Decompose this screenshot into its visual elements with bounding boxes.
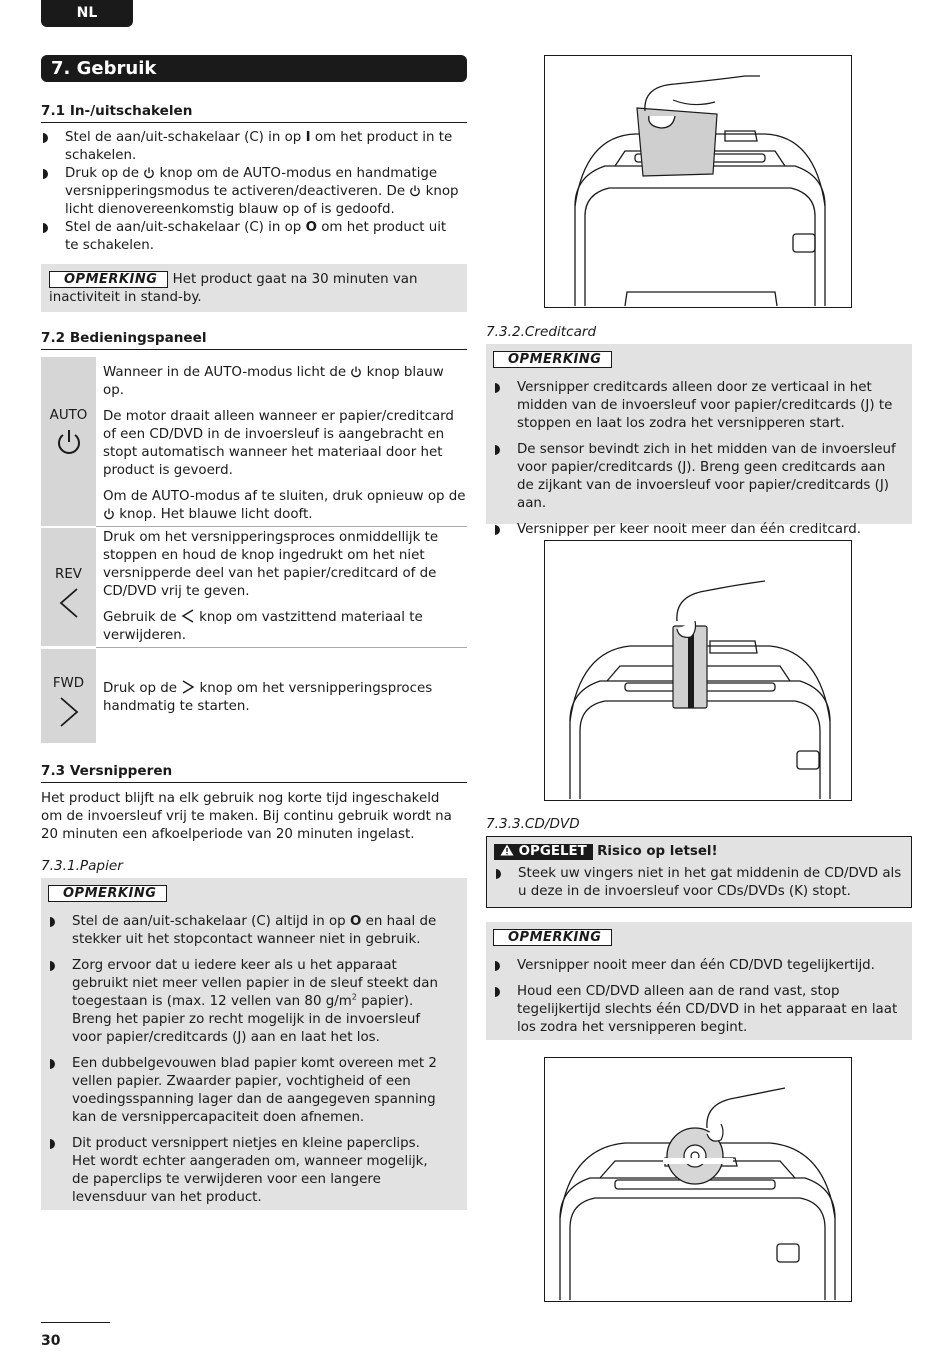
section-7-3-intro: Het product blijft na elk gebruik nog korte tijd ingeschakeld om de invoersleuf vrij te maken. Bij continu gebruik wordt na 20 minuten een afkoelperiode van 20 minuten ingelast. bbox=[41, 791, 452, 842]
text: knop blauw op. bbox=[103, 365, 444, 398]
paper-note-list bbox=[48, 913, 440, 1207]
panel-key-fwd bbox=[41, 649, 96, 743]
text: OPGELET bbox=[518, 844, 587, 859]
note-tag: OPMERKING bbox=[493, 929, 612, 946]
subsection-title-paper: 7.3.1.Papier bbox=[41, 858, 123, 874]
text: Zorg ervoor dat u iedere keer als u het apparaat gebruikt niet meer vellen papier in de sleuf steekt dan toegestaan is (max. 12 vellen van 80 g/m bbox=[72, 958, 438, 1009]
paragraph bbox=[103, 488, 467, 524]
list-item bbox=[48, 957, 440, 1047]
fwd-label: FWD bbox=[52, 676, 85, 691]
text: Druk op de bbox=[103, 681, 182, 696]
text: knop licht dienovereenkomstig blauw op of is gedoofd. bbox=[65, 184, 459, 217]
chevron-left-icon bbox=[55, 586, 83, 620]
power-icon bbox=[409, 185, 421, 197]
text: Stel de aan/uit-schakelaar (C) altijd in op bbox=[72, 914, 350, 929]
list-item: Versnipper creditcards alleen door ze verticaal in het midden van de invoersleuf voor papier/creditcards (J) te stoppen en laat los zodra het versnipperen start. bbox=[493, 379, 903, 433]
text: knop om het versnipperingsproces handmatig te starten. bbox=[103, 681, 433, 714]
auto-label: AUTO bbox=[49, 408, 88, 423]
language-tab: NL bbox=[41, 0, 133, 27]
text: I bbox=[305, 130, 311, 145]
paragraph bbox=[103, 364, 467, 400]
cd-note-list bbox=[493, 957, 903, 1037]
illustration-paper-feed bbox=[544, 55, 852, 308]
subsection-title-creditcard: 7.3.2.Creditcard bbox=[486, 324, 597, 340]
list-item: Dit product versnippert nietjes en kleine paperclips. Het wordt echter aangeraden om, wanneer mogelijk, de paperclips te verwijderen voor een langere levensduur van het product. bbox=[48, 1135, 440, 1207]
paragraph bbox=[103, 680, 467, 716]
text: en haal de stekker uit het stopcontact wanneer niet in gebruik. bbox=[72, 914, 437, 947]
subsection-title-cd: 7.3.3.CD/DVD bbox=[486, 816, 580, 832]
text: om het product uit te schakelen. bbox=[65, 220, 447, 253]
text: knop om de AUTO-modus en handmatige versnipperingsmodus te activeren/deactiveren. De bbox=[65, 166, 438, 199]
warning-list bbox=[494, 865, 904, 901]
power-icon bbox=[55, 429, 83, 457]
illustration-cd-feed bbox=[544, 1057, 852, 1302]
panel-row-auto bbox=[41, 357, 467, 526]
list-item: Houd een CD/DVD alleen aan de rand vast, stop tegelijkertijd slechts één CD/DVD in het apparaat en laat los zodra het versnipperen begint. bbox=[493, 983, 903, 1037]
shredder-creditcard-drawing bbox=[545, 541, 850, 799]
list-item bbox=[48, 913, 440, 949]
note-text: Het product gaat na 30 minuten van inactiviteit in stand-by. bbox=[49, 272, 418, 305]
creditcard-note-list bbox=[493, 379, 903, 539]
list-item bbox=[41, 165, 461, 219]
section-title-7-3: 7.3 Versnipperen bbox=[41, 762, 467, 783]
note-tag: OPMERKING bbox=[493, 351, 612, 368]
divider bbox=[96, 647, 467, 648]
chevron-right-icon bbox=[181, 680, 195, 694]
list-item: Steek uw vingers niet in het gat middenin de CD/DVD als u deze in de invoersleuf voor CDs/DVDs (K) stopt. bbox=[494, 865, 904, 901]
note-box-7-1 bbox=[41, 264, 467, 312]
panel-row-rev bbox=[41, 528, 467, 646]
section-7-1-list bbox=[41, 129, 461, 255]
note-tag: OPMERKING bbox=[48, 885, 167, 902]
panel-key-rev bbox=[41, 528, 96, 646]
illustration-creditcard-feed bbox=[544, 540, 852, 801]
paragraph bbox=[103, 609, 467, 645]
text: Om de AUTO-modus af te sluiten, druk opnieuw op de bbox=[103, 489, 466, 504]
panel-row-fwd bbox=[41, 649, 467, 743]
list-item bbox=[41, 219, 461, 255]
text: Gebruik de bbox=[103, 610, 181, 625]
warning-box-cd bbox=[486, 836, 912, 908]
paragraph: Druk om het versnipperingsproces onmiddellijk te stoppen en houd de knop ingedrukt om het niet versnipperde deel van het papier/creditcard of de CD/DVD vrij te geven. bbox=[103, 530, 439, 599]
shredder-cd-drawing bbox=[545, 1058, 850, 1300]
text: 2 bbox=[351, 992, 357, 1002]
shredder-paper-drawing bbox=[545, 56, 850, 306]
text: om het product in te schakelen. bbox=[65, 130, 453, 163]
text: knop om vastzittend materiaal te verwijderen. bbox=[103, 610, 423, 643]
text: Stel de aan/uit-schakelaar (C) in op bbox=[65, 220, 306, 235]
panel-key-auto bbox=[41, 357, 96, 526]
text: Wanneer in de AUTO-modus licht de bbox=[103, 365, 351, 380]
warning-tag bbox=[494, 844, 593, 860]
text: Stel de aan/uit-schakelaar (C) in op bbox=[65, 130, 306, 145]
note-box-paper bbox=[41, 878, 467, 1210]
note-tag: OPMERKING bbox=[49, 271, 168, 288]
power-icon bbox=[103, 508, 115, 520]
panel-text-auto bbox=[103, 364, 467, 532]
panel-text-rev bbox=[103, 529, 467, 653]
text: O bbox=[349, 914, 362, 929]
text: O bbox=[305, 220, 317, 235]
text: knop. Het blauwe licht dooft. bbox=[115, 507, 313, 522]
warning-icon bbox=[500, 844, 514, 856]
warning-header bbox=[494, 843, 903, 861]
chevron-left-icon bbox=[181, 609, 195, 623]
power-icon bbox=[143, 167, 155, 179]
note-box-creditcard bbox=[486, 344, 912, 537]
section-title-7-2: 7.2 Bedieningspaneel bbox=[41, 329, 467, 350]
list-item: Versnipper nooit meer dan één CD/DVD tegelijkertijd. bbox=[493, 957, 903, 975]
panel-text-fwd bbox=[103, 680, 467, 724]
section-title-7-1: 7.1 In-/uitschakelen bbox=[41, 102, 467, 123]
divider bbox=[96, 526, 467, 527]
footer-rule bbox=[41, 1322, 110, 1323]
paragraph: De motor draait alleen wanneer er papier/creditcard of een CD/DVD in de invoersleuf is aangebracht en stopt automatisch wanneer het materiaal door het product is gevoerd. bbox=[103, 409, 454, 478]
page-number: 30 bbox=[41, 1333, 61, 1349]
list-item: Versnipper per keer nooit meer dan één creditcard. bbox=[493, 521, 903, 539]
text: Druk op de bbox=[65, 166, 144, 181]
chapter-title: 7. Gebruik bbox=[41, 55, 467, 82]
rev-label: REV bbox=[55, 567, 82, 582]
list-item: De sensor bevindt zich in het midden van de invoersleuf voor papier/creditcards (J). Breng geen creditcards aan de zijkant van de invoersleuf voor papier/creditcards (J) aan. bbox=[493, 441, 903, 513]
warning-title: Risico op letsel! bbox=[597, 844, 718, 859]
list-item: Een dubbelgevouwen blad papier komt overeen met 2 vellen papier. Zwaarder papier, vochtigheid of een voedingsspanning lager dan de aangegeven spanning kan de versnippercapaciteit doen afnemen. bbox=[48, 1055, 440, 1127]
list-item bbox=[41, 129, 461, 165]
chevron-right-icon bbox=[55, 695, 83, 729]
note-box-cd bbox=[486, 922, 912, 1040]
text: papier). Breng het papier zo recht mogelijk in de invoersleuf voor papier/creditcards (J) aan en laat het los. bbox=[72, 994, 421, 1045]
power-icon bbox=[350, 366, 362, 378]
